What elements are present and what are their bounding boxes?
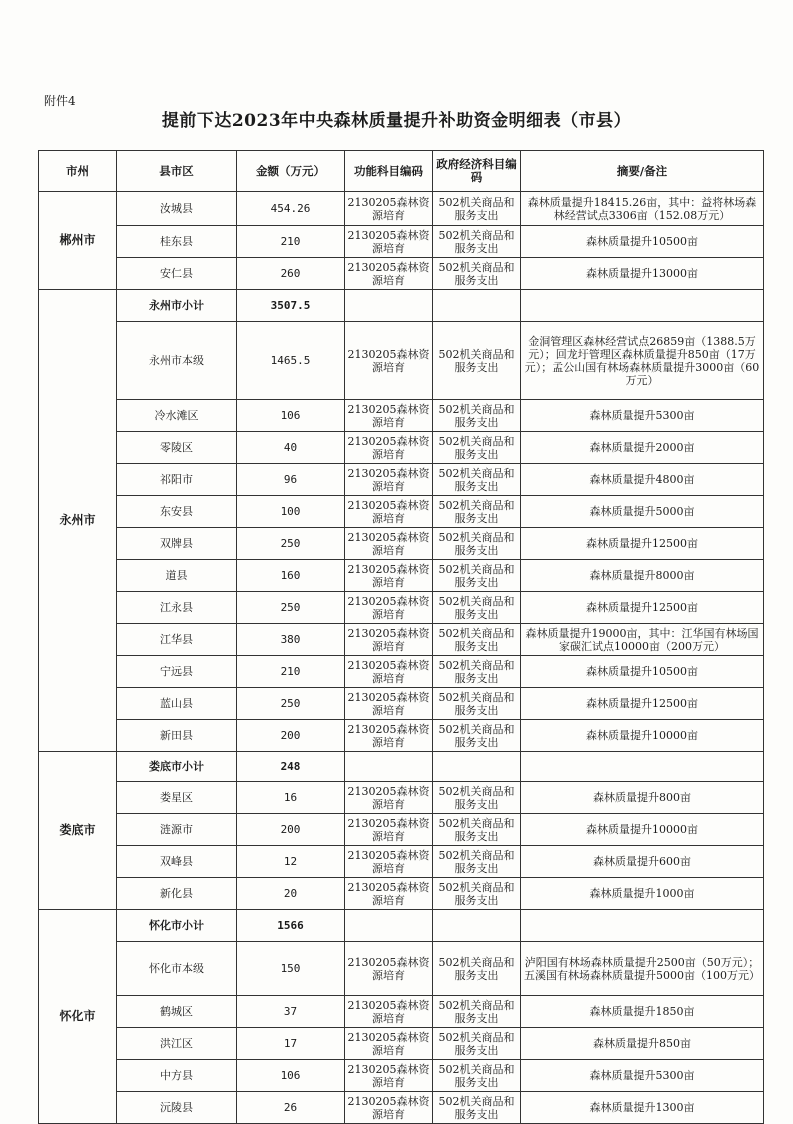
function-code: 2130205森林资源培育 [345,432,433,464]
note: 森林质量提升10000亩 [521,814,764,846]
subtotal-amount: 3507.5 [237,290,345,322]
function-code: 2130205森林资源培育 [345,226,433,258]
note: 金洞管理区森林经营试点26859亩（1388.5万元）；回龙圩管理区森林质量提升850亩（17万元）；孟公山国有林场森林质量提升3000亩（60万元） [521,322,764,400]
function-code: 2130205森林资源培育 [345,560,433,592]
economic-code: 502机关商品和服务支出 [433,528,521,560]
table-row [39,878,764,910]
table-row [39,1060,764,1092]
county-name: 洪江区 [117,1028,237,1060]
economic-code: 502机关商品和服务支出 [433,400,521,432]
note: 森林质量提升19000亩，其中：江华国有林场国家碳汇试点10000亩（200万元） [521,624,764,656]
county-name: 娄星区 [117,782,237,814]
header-economic-code: 政府经济科目编码 [433,151,521,192]
note: 森林质量提升8000亩 [521,560,764,592]
economic-code: 502机关商品和服务支出 [433,464,521,496]
table-row [39,846,764,878]
note: 森林质量提升800亩 [521,782,764,814]
county-name: 鹤城区 [117,996,237,1028]
amount: 12 [237,846,345,878]
amount: 106 [237,400,345,432]
function-code: 2130205森林资源培育 [345,814,433,846]
function-code: 2130205森林资源培育 [345,1028,433,1060]
amount: 454.26 [237,192,345,226]
county-name: 双牌县 [117,528,237,560]
economic-code: 502机关商品和服务支出 [433,226,521,258]
note: 森林质量提升18415.26亩，其中：益将林场森林经营试点3306亩（152.08万元） [521,192,764,226]
table-row [39,432,764,464]
subtotal-empty [521,290,764,322]
function-code: 2130205森林资源培育 [345,782,433,814]
amount: 20 [237,878,345,910]
county-name: 双峰县 [117,846,237,878]
table-body [39,192,764,1124]
table-row [39,322,764,400]
note: 森林质量提升13000亩 [521,258,764,290]
subtotal-empty [433,752,521,782]
county-name: 涟源市 [117,814,237,846]
table-row [39,528,764,560]
county-name: 桂东县 [117,226,237,258]
function-code: 2130205森林资源培育 [345,878,433,910]
subtotal-empty [433,290,521,322]
header-county: 县市区 [117,151,237,192]
function-code: 2130205森林资源培育 [345,464,433,496]
county-name: 永州市本级 [117,322,237,400]
amount: 160 [237,560,345,592]
county-name: 新化县 [117,878,237,910]
attachment-label: 附件4 [44,94,76,108]
amount: 250 [237,528,345,560]
county-name: 新田县 [117,720,237,752]
amount: 380 [237,624,345,656]
note: 森林质量提升12500亩 [521,592,764,624]
county-name: 冷水滩区 [117,400,237,432]
subtotal-row [39,752,764,782]
function-code: 2130205森林资源培育 [345,996,433,1028]
note: 森林质量提升12500亩 [521,688,764,720]
amount: 150 [237,942,345,996]
header-city: 市州 [39,151,117,192]
subtotal-empty [433,910,521,942]
function-code: 2130205森林资源培育 [345,942,433,996]
function-code: 2130205森林资源培育 [345,1092,433,1124]
table-row [39,592,764,624]
subtotal-label: 娄底市小计 [117,752,237,782]
function-code: 2130205森林资源培育 [345,1060,433,1092]
table-row [39,258,764,290]
subtotal-row [39,910,764,942]
note: 森林质量提升5300亩 [521,400,764,432]
economic-code: 502机关商品和服务支出 [433,1092,521,1124]
note: 森林质量提升12500亩 [521,528,764,560]
header-function-code: 功能科目编码 [345,151,433,192]
header-row [39,151,764,192]
table-row [39,1092,764,1124]
subtotal-label: 怀化市小计 [117,910,237,942]
function-code: 2130205森林资源培育 [345,846,433,878]
amount: 26 [237,1092,345,1124]
subtotal-row [39,290,764,322]
function-code: 2130205森林资源培育 [345,688,433,720]
note: 泸阳国有林场森林质量提升2500亩（50万元）；五溪国有林场森林质量提升5000亩（100万元） [521,942,764,996]
economic-code: 502机关商品和服务支出 [433,846,521,878]
function-code: 2130205森林资源培育 [345,496,433,528]
table-row [39,1028,764,1060]
amount: 1465.5 [237,322,345,400]
amount: 37 [237,996,345,1028]
county-name: 道县 [117,560,237,592]
subtotal-empty [345,910,433,942]
economic-code: 502机关商品和服务支出 [433,1060,521,1092]
subtotal-amount: 248 [237,752,345,782]
table-row [39,814,764,846]
funding-table [38,150,764,1124]
amount: 17 [237,1028,345,1060]
amount: 96 [237,464,345,496]
county-name: 祁阳市 [117,464,237,496]
table-row [39,996,764,1028]
county-name: 东安县 [117,496,237,528]
table-row [39,400,764,432]
function-code: 2130205森林资源培育 [345,192,433,226]
amount: 260 [237,258,345,290]
economic-code: 502机关商品和服务支出 [433,720,521,752]
function-code: 2130205森林资源培育 [345,258,433,290]
table-row [39,192,764,226]
subtotal-amount: 1566 [237,910,345,942]
note: 森林质量提升10000亩 [521,720,764,752]
function-code: 2130205森林资源培育 [345,592,433,624]
function-code: 2130205森林资源培育 [345,720,433,752]
economic-code: 502机关商品和服务支出 [433,592,521,624]
county-name: 中方县 [117,1060,237,1092]
county-name: 怀化市本级 [117,942,237,996]
city-name: 怀化市 [39,910,117,1124]
amount: 40 [237,432,345,464]
function-code: 2130205森林资源培育 [345,400,433,432]
header-amount: 金额（万元） [237,151,345,192]
note: 森林质量提升2000亩 [521,432,764,464]
note: 森林质量提升10500亩 [521,226,764,258]
economic-code: 502机关商品和服务支出 [433,688,521,720]
county-name: 汝城县 [117,192,237,226]
note: 森林质量提升850亩 [521,1028,764,1060]
amount: 200 [237,814,345,846]
county-name: 江华县 [117,624,237,656]
note: 森林质量提升1300亩 [521,1092,764,1124]
table-row [39,496,764,528]
city-name: 永州市 [39,290,117,752]
table-row [39,942,764,996]
table-row [39,464,764,496]
county-name: 安仁县 [117,258,237,290]
economic-code: 502机关商品和服务支出 [433,656,521,688]
economic-code: 502机关商品和服务支出 [433,624,521,656]
amount: 106 [237,1060,345,1092]
table-row [39,720,764,752]
economic-code: 502机关商品和服务支出 [433,782,521,814]
table-row [39,226,764,258]
economic-code: 502机关商品和服务支出 [433,258,521,290]
county-name: 宁远县 [117,656,237,688]
economic-code: 502机关商品和服务支出 [433,322,521,400]
note: 森林质量提升1850亩 [521,996,764,1028]
function-code: 2130205森林资源培育 [345,624,433,656]
amount: 100 [237,496,345,528]
city-name: 娄底市 [39,752,117,910]
table-row [39,624,764,656]
note: 森林质量提升1000亩 [521,878,764,910]
subtotal-label: 永州市小计 [117,290,237,322]
table-row [39,782,764,814]
economic-code: 502机关商品和服务支出 [433,1028,521,1060]
amount: 250 [237,688,345,720]
table-row [39,560,764,592]
economic-code: 502机关商品和服务支出 [433,496,521,528]
function-code: 2130205森林资源培育 [345,322,433,400]
subtotal-empty [521,752,764,782]
amount: 16 [237,782,345,814]
subtotal-empty [521,910,764,942]
amount: 210 [237,226,345,258]
function-code: 2130205森林资源培育 [345,656,433,688]
page-title: 提前下达2023年中央森林质量提升补助资金明细表（市县） [161,111,632,131]
county-name: 蓝山县 [117,688,237,720]
subtotal-empty [345,752,433,782]
economic-code: 502机关商品和服务支出 [433,192,521,226]
economic-code: 502机关商品和服务支出 [433,432,521,464]
amount: 210 [237,656,345,688]
economic-code: 502机关商品和服务支出 [433,942,521,996]
subtotal-empty [345,290,433,322]
amount: 250 [237,592,345,624]
note: 森林质量提升5300亩 [521,1060,764,1092]
function-code: 2130205森林资源培育 [345,528,433,560]
note: 森林质量提升4800亩 [521,464,764,496]
note: 森林质量提升10500亩 [521,656,764,688]
county-name: 零陵区 [117,432,237,464]
note: 森林质量提升600亩 [521,846,764,878]
table-row [39,656,764,688]
header-note: 摘要/备注 [521,151,764,192]
county-name: 江永县 [117,592,237,624]
table-row [39,688,764,720]
economic-code: 502机关商品和服务支出 [433,560,521,592]
amount: 200 [237,720,345,752]
county-name: 沅陵县 [117,1092,237,1124]
note: 森林质量提升5000亩 [521,496,764,528]
city-name: 郴州市 [39,192,117,290]
economic-code: 502机关商品和服务支出 [433,878,521,910]
economic-code: 502机关商品和服务支出 [433,996,521,1028]
economic-code: 502机关商品和服务支出 [433,814,521,846]
